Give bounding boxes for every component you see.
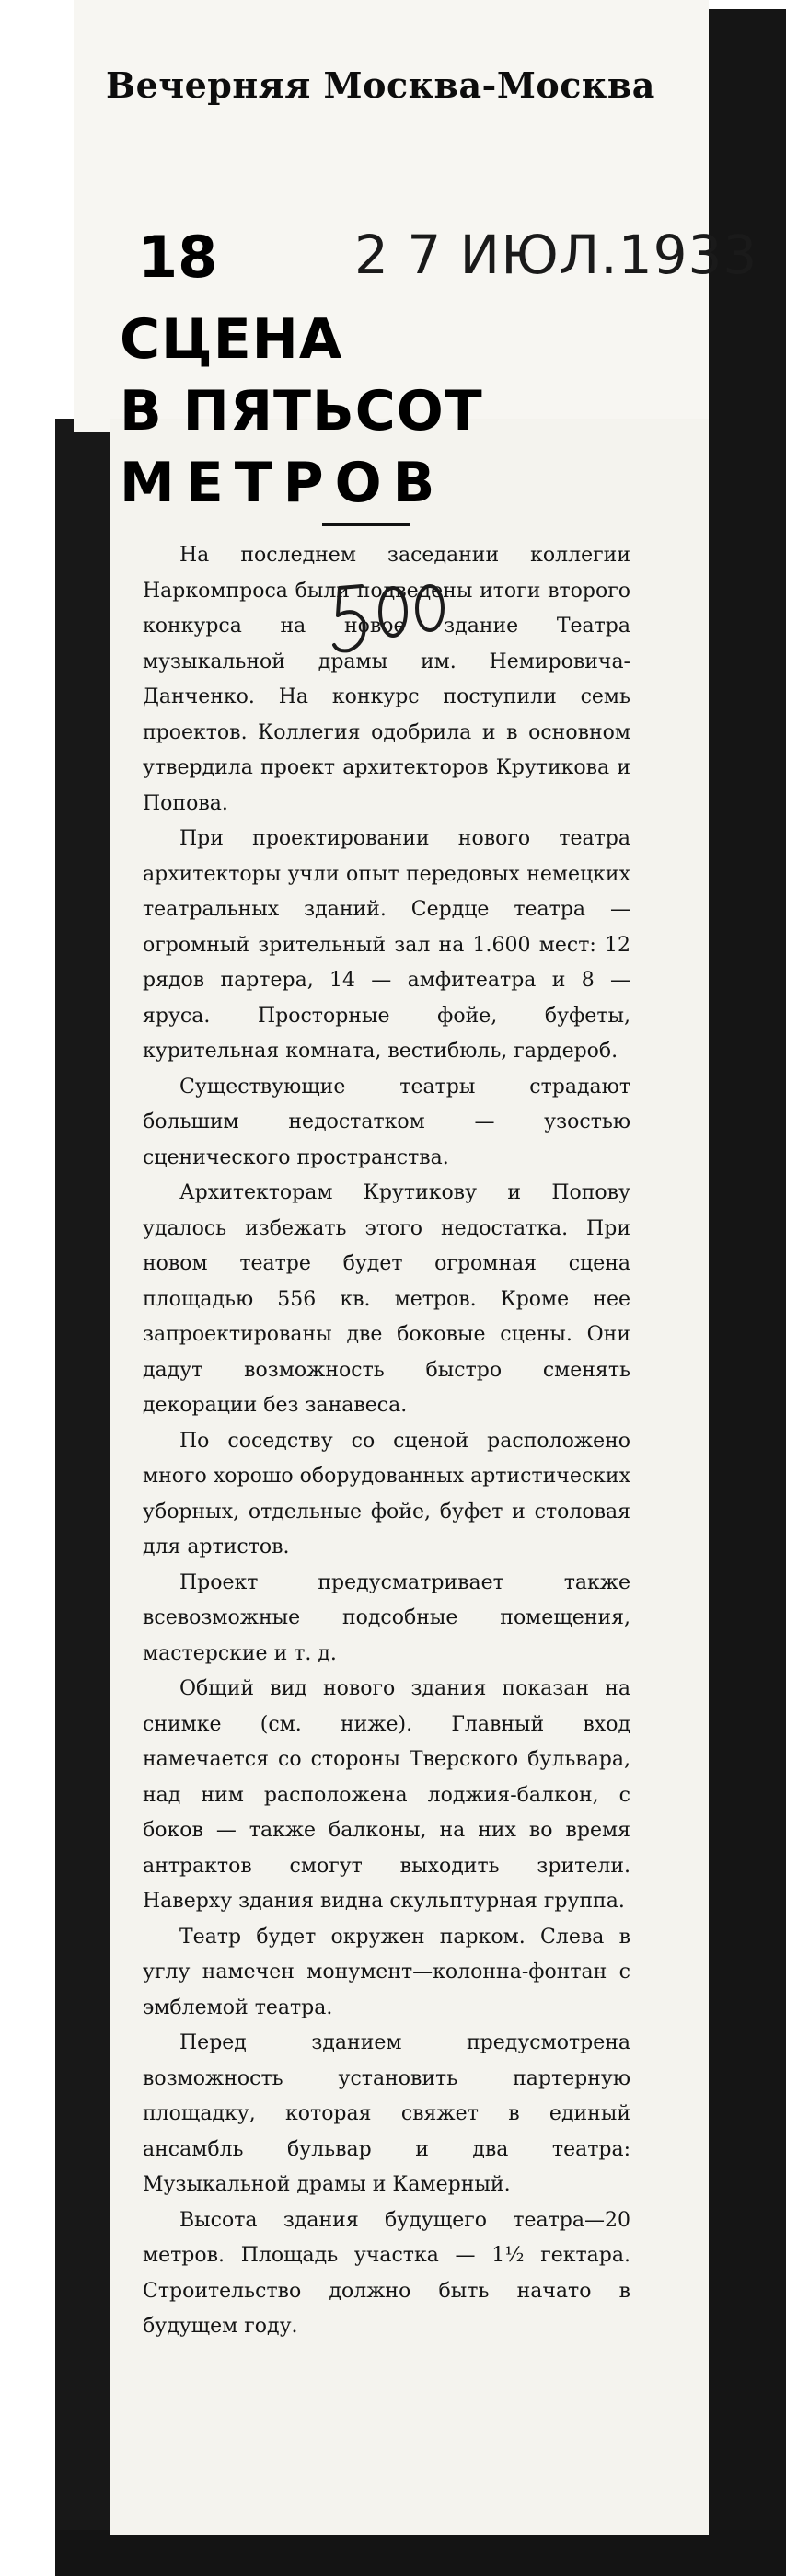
newspaper-source-label: Вечерняя Москва-Москва xyxy=(106,64,655,106)
article-paragraph: Перед зданием предусмотрена возможность установить партерную площадку, которая свяжет в единый ансамбль бульвар и два театра: Музыкальной драмы и Камерный. xyxy=(143,2031,630,2196)
headline-line-3: МЕТРОВ xyxy=(120,451,446,515)
headline-line-2: В ПЯТЬСОТ xyxy=(120,379,483,443)
article-paragraph: По соседству со сценой расположено много хорошо оборудованных артистических уборных, отдельные фойе, буфет и столовая для артистов. xyxy=(143,1429,630,1558)
article-body xyxy=(143,538,630,2345)
article-paragraph: На последнем заседании коллегии Наркомпроса были подведены итоги второго конкурса на новое здание Театра музыкальной драмы им. Немировича-Данченко. На конкурс поступили семь проектов. Коллегия одобрила и в основном утвердила проект архитекторов Крутикова и Попова. xyxy=(143,544,630,815)
handwritten-annotation-500 xyxy=(327,575,456,658)
article-headline xyxy=(120,304,672,519)
scan-background-right xyxy=(709,9,786,2576)
date-stamp: 2 7 ИЮЛ.1933 xyxy=(354,224,758,286)
article-paragraph: Театр будет окружен парком. Слева в углу намечен монумент—колонна-фонтан с эмблемой театра. xyxy=(143,1925,630,2019)
headline-line-1: СЦЕНА xyxy=(120,307,343,372)
article-paragraph: Проект предусматривает также всевозможные подсобные помещения, мастерские и т. д. xyxy=(143,1570,630,1665)
article-paragraph: Существующие театры страдают большим недостатком — узостью сценического пространства. xyxy=(143,1075,630,1169)
article-paragraph: Архитекторам Крутикову и Попову удалось избежать этого недостатка. При новом театре будет огромная сцена площадью 556 кв. метров. Кроме нее запроектированы две боковые сцены. Они дадут возможность быстро сменять декорации без занавеса. xyxy=(143,1181,630,1417)
article-paragraph: Общий вид нового здания показан на снимке (см. ниже). Главный вход намечается со стороны Тверского бульвара, над ним расположена лоджия-балкон, с боков — также балконы, на них во время антрактов смогут выходить зрители. Наверху здания видна скульптурная группа. xyxy=(143,1677,630,1913)
page-number: 18 xyxy=(138,224,218,291)
article-paragraph: Высота здания будущего театра—20 метров. Площадь участка — 1½ гектара. Строительство должно быть начато в будущем году. xyxy=(143,2208,630,2338)
article-paragraph: При проектировании нового театра архитекторы учли опыт передовых немецких театральных зданий. Сердце театра — огромный зрительный зал на 1.600 мест: 12 рядов партера, 14 — амфитеатра и 8 — яруса. Просторные фойе, буфеты, курительная комната, вестибюль, гардероб. xyxy=(143,827,630,1063)
scan-background-bottom xyxy=(55,2530,786,2576)
headline-divider xyxy=(322,523,410,526)
scan-background-left xyxy=(55,419,110,2576)
